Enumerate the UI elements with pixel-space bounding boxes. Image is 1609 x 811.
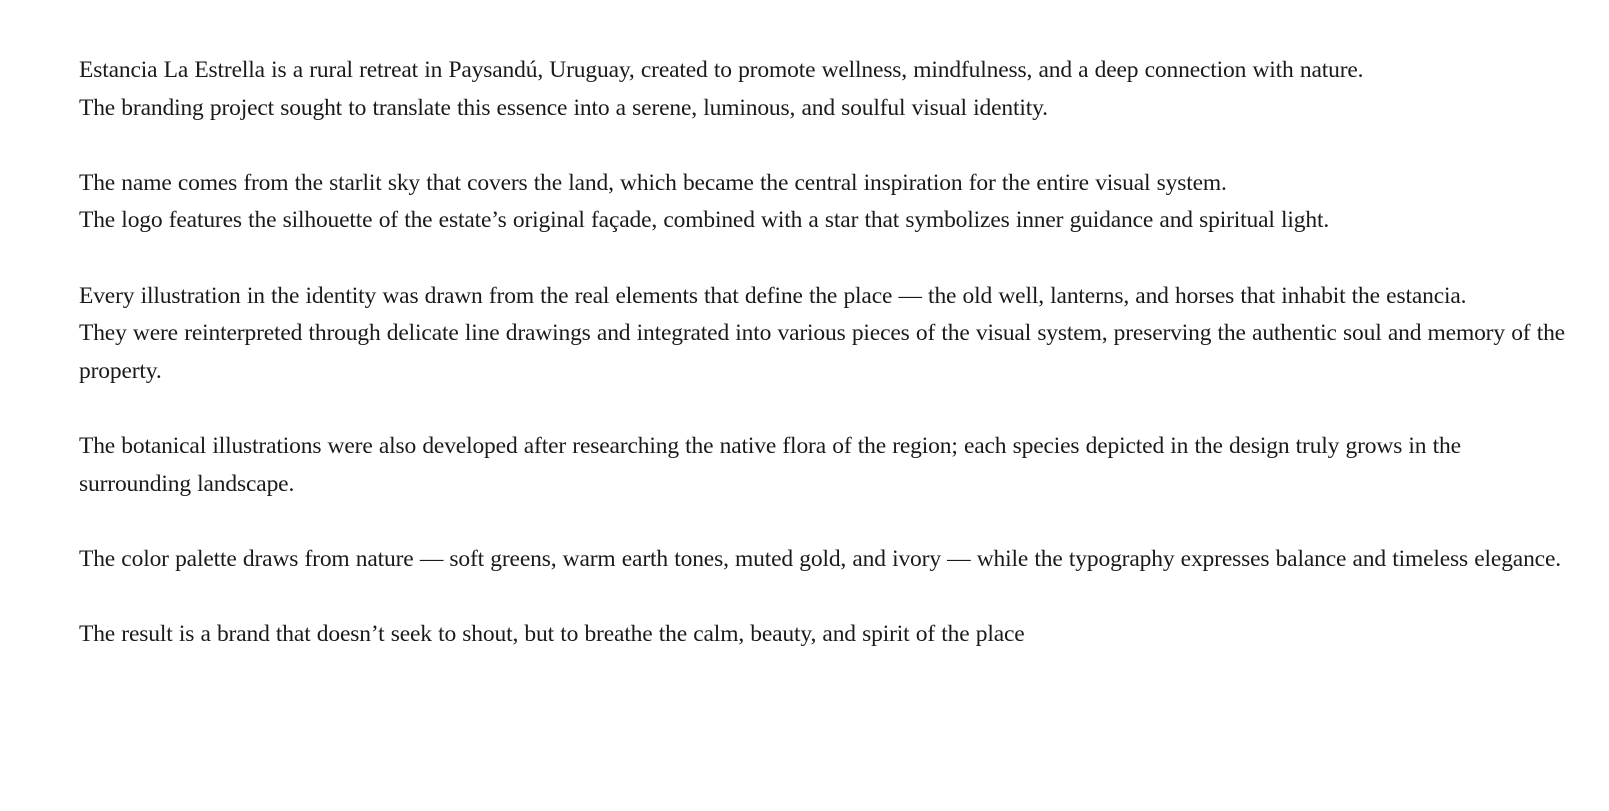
- text-line: Estancia La Estrella is a rural retreat in Paysandú, Uruguay, created to promote wellness, mindfulness, and a deep connection with nature.: [79, 57, 1364, 83]
- text-line: The color palette draws from nature — soft greens, warm earth tones, muted gold, and ivory — while the typography expresses balance and timeless elegance.: [79, 545, 1561, 572]
- project-description: [79, 52, 1579, 654]
- text-line: They were reinterpreted through delicate line drawings and integrated into various pieces of the visual system, preserving the authentic soul and memory of the property.: [79, 320, 1565, 384]
- paragraph-intro: [79, 52, 1579, 127]
- paragraph-name-logo: [79, 165, 1579, 240]
- paragraph-result: [79, 616, 1579, 654]
- text-line: The name comes from the starlit sky that covers the land, which became the central inspiration for the entire visual system.: [79, 169, 1227, 196]
- paragraph-botanical: [79, 428, 1579, 503]
- paragraph-illustrations: [79, 278, 1579, 391]
- paragraph-palette: [79, 541, 1579, 579]
- text-line: The logo features the silhouette of the estate’s original façade, combined with a star that symbolizes inner guidance and spiritual light.: [79, 207, 1330, 234]
- text-line: The botanical illustrations were also developed after researching the native flora of the region; each species depicted in the design truly grows in the surrounding landscape.: [79, 432, 1461, 497]
- text-line: Every illustration in the identity was drawn from the real elements that define the place — the old well, lanterns, and horses that inhabit the estancia.: [79, 282, 1467, 309]
- text-line: The result is a brand that doesn’t seek to shout, but to breathe the calm, beauty, and spirit of the place: [79, 620, 1025, 647]
- text-line: The branding project sought to translate this essence into a serene, luminous, and soulful visual identity.: [79, 94, 1048, 121]
